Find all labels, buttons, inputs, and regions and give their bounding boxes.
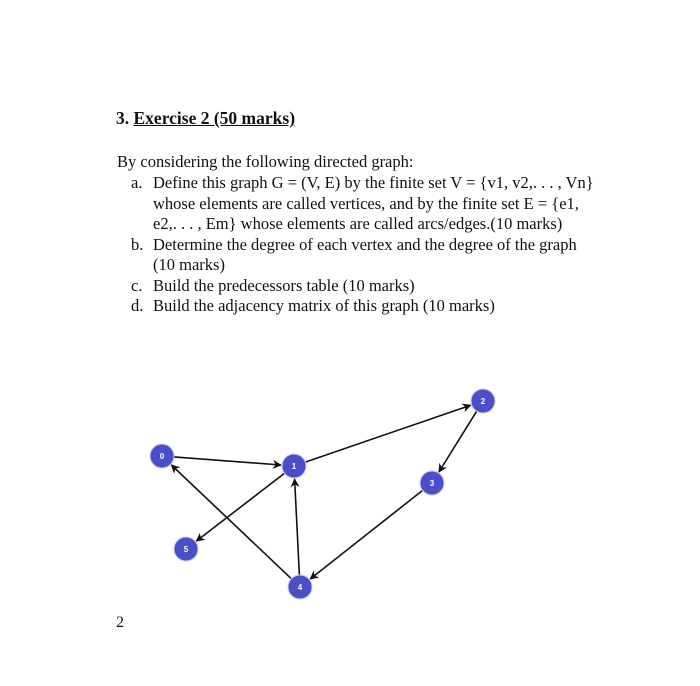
node-label: 1 [291, 462, 297, 471]
question-label: a. [131, 173, 143, 192]
question-text: Define this graph G = (V, E) by the finite set V = {v1, v2,. . . , Vn} whose elements are called vertices, and by the finite set E = {e1, e2,. . . , Em} whose elements are called arcs/edges.(10 marks) [153, 173, 594, 233]
graph-node-3 [420, 471, 444, 495]
edge-0-to-1 [174, 457, 281, 465]
page-number: 2 [116, 614, 124, 631]
node-label: 5 [183, 545, 189, 554]
edge-3-to-4 [310, 490, 422, 579]
node-label: 0 [159, 452, 165, 461]
exercise-intro: By considering the following directed graph: [117, 152, 414, 171]
node-label: 3 [429, 479, 435, 488]
graph-node-5 [174, 537, 198, 561]
graph-node-0 [150, 444, 174, 468]
node-label: 4 [297, 583, 303, 592]
node-label: 2 [480, 397, 486, 406]
question-label: c. [131, 275, 143, 295]
exercise-title: Exercise 2 (50 marks) [133, 108, 296, 128]
question-text: Build the predecessors table (10 marks) [153, 275, 415, 295]
question-text: Determine the degree of each vertex and the degree of the graph (10 marks) [153, 234, 577, 274]
question-text: Build the adjacency matrix of this graph (10 marks) [153, 296, 495, 315]
graph-node-2 [471, 389, 495, 413]
exercise-number: 3. [116, 108, 130, 128]
edge-4-to-1 [295, 479, 300, 575]
graph-node-1 [282, 454, 306, 478]
question-label: b. [131, 234, 144, 254]
graph-node-4 [288, 575, 312, 599]
question-label: d. [131, 296, 144, 315]
edge-2-to-3 [439, 411, 477, 472]
edge-1-to-2 [305, 405, 470, 462]
